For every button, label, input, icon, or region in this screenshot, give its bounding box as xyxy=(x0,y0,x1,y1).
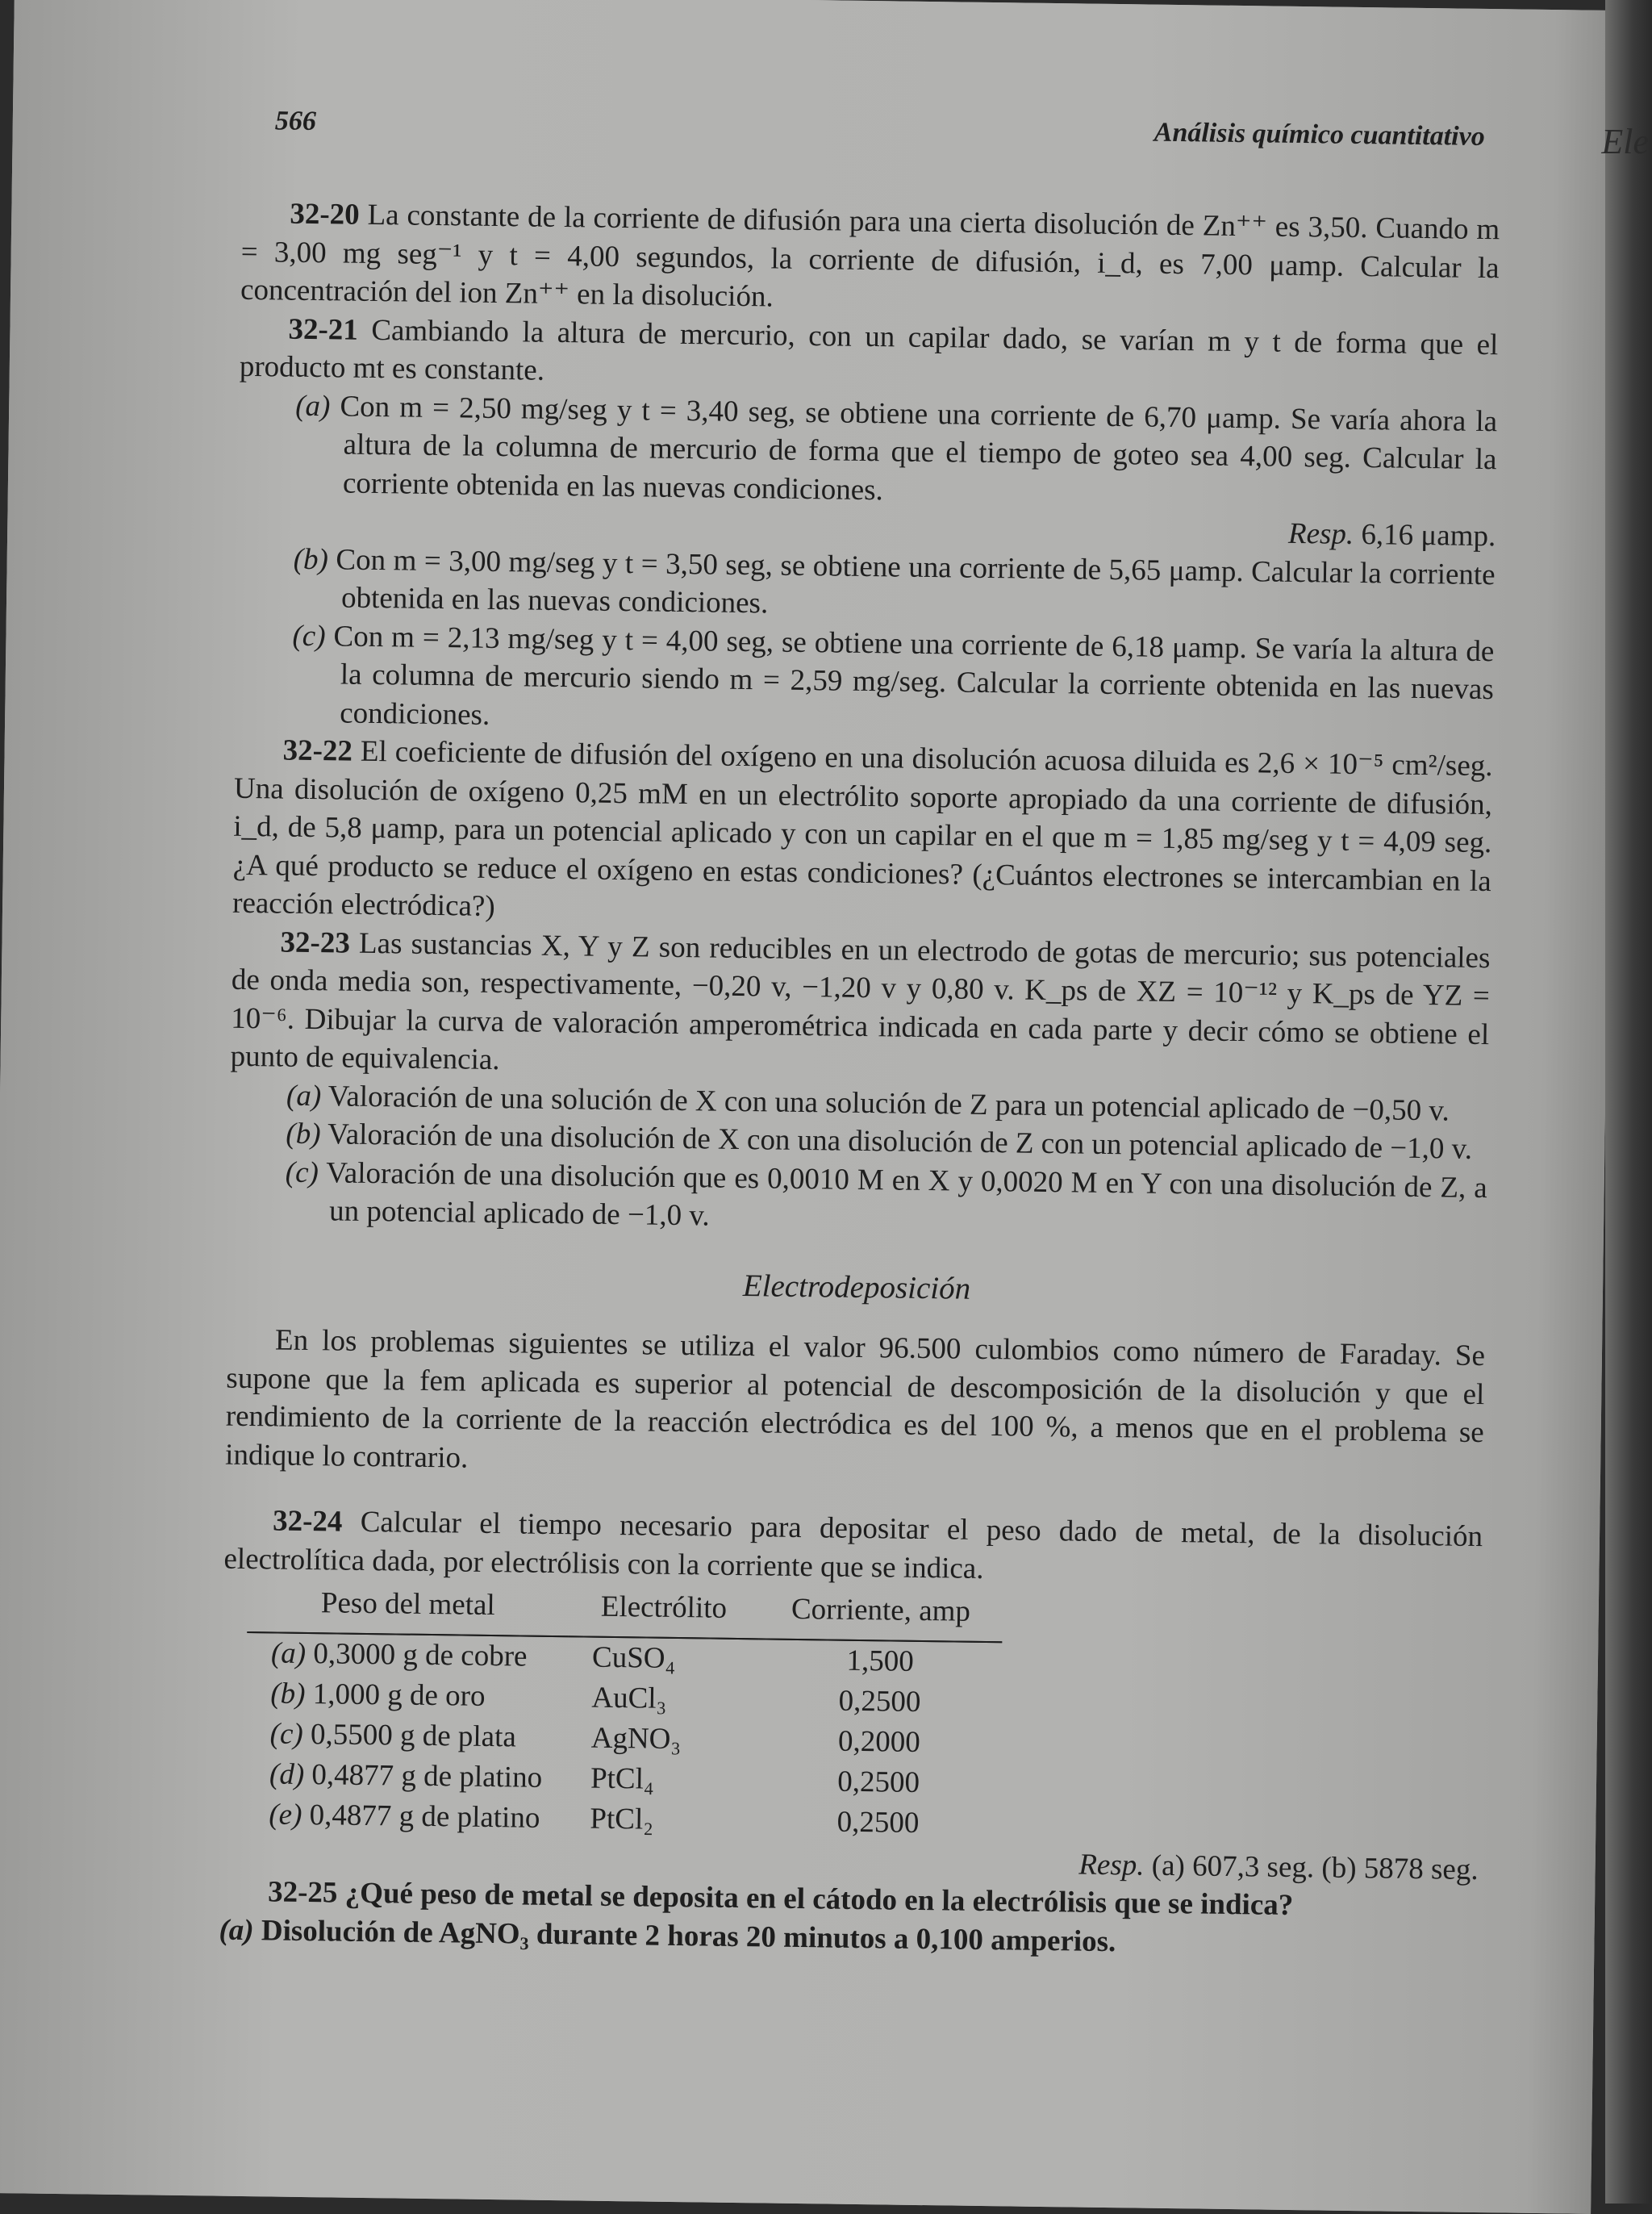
table-row: (b) 1,000 g de oro AuCl₃ 0,2500 xyxy=(270,1676,921,1719)
answer: Resp. (a) 607,3 seg. (b) 5878 seg. xyxy=(1078,1848,1479,1886)
next-page-fragment: Ele xyxy=(1601,122,1649,161)
page-header xyxy=(274,106,1485,152)
problem-32-23 xyxy=(230,922,1490,1092)
column-header: Electrólito xyxy=(568,1587,759,1639)
table-row: (c) 0,5500 g de plata AgNO₃ 0,2000 xyxy=(269,1716,921,1759)
page-number: 566 xyxy=(274,106,317,136)
problem-text: Las sustancias X, Y y Z son reducibles en un electrodo de gotas de mercurio; sus potenciales de onda media son, respectivamente, −0,20 v, −1,20 v y 0,80 v. K_ps de XZ = 10⁻¹² y K_ps de YZ = 10⁻⁶. Dibujar la curva de valoración amperométrica indicada en cada parte y decir cómo se obtiene el punto de equivalencia. xyxy=(230,926,1491,1077)
section-intro: En los problemas siguientes se utiliza el valor 96.500 culombios como número de Faraday. Se supone que la fem aplicada es superior al potencial de descomposición de la disolución y que el rendimiento de la corriente de la reacción electródica es del 100 %, a menos que en el problema se indique lo contrario. xyxy=(224,1323,1486,1475)
problem-item: (b) Valoración de una disolución de X con una disolución de Z con un potencial aplicado de −1,0 v. xyxy=(286,1117,1473,1166)
problem-item: (c) Con m = 2,13 mg/seg y t = 4,00 seg, se obtiene una corriente de 6,18 μamp. Se varía la altura de la columna de mercurio siendo m = 2,59 mg/seg. Calcular la corriente obtenida en las nuevas condiciones. xyxy=(292,619,1495,732)
column-header: Peso del metal xyxy=(247,1583,569,1636)
problem-item: (a) Valoración de una solución de X con una solución de Z para un potencial aplicado de −0,50 v. xyxy=(286,1079,1450,1127)
answer: Resp. 6,16 μamp. xyxy=(1287,516,1496,554)
table-row: (d) 0,4877 g de platino PtCl₄ 0,2500 xyxy=(269,1757,920,1799)
problem-text: Calcular el tiempo necesario para depositar el peso dado de metal, de la disolución electrolítica dada, por electrólisis con la corriente que se indica. xyxy=(223,1505,1483,1585)
table-row: (e) 0,4877 g de platino PtCl₂ 0,2500 xyxy=(269,1797,920,1840)
problem-number: 32-24 xyxy=(272,1504,343,1539)
problem-number: 32-21 xyxy=(288,312,359,347)
problem-number: 32-25 xyxy=(267,1875,338,1910)
metals-table xyxy=(244,1583,1003,1844)
problem-32-24 xyxy=(223,1502,1483,1594)
problem-text: El coeficiente de difusión del oxígeno en una disolución acuosa diluida es 2,6 × 10⁻⁵ cm²/seg. Una disolución de oxígeno 0,25 mM en un electrólito soporte apropiado da una corriente de difusión, i_d, de 5,8 μamp, para un potencial aplicado y con un capilar en el que m = 1,85 mg/seg y t = 4,09 seg. ¿A qué producto se reduce el oxígeno en estas condiciones? (¿Cuántos electrones se intercambian en la reacción electródica?) xyxy=(232,734,1493,923)
column-header: Corriente, amp xyxy=(759,1589,1003,1641)
table-row: (a) 0,3000 g de cobre CuSO₄ 1,500 xyxy=(270,1635,915,1678)
section-title: Electrodeposición xyxy=(742,1268,971,1306)
problem-text: Cambiando la altura de mercurio, con un capilar dado, se varían m y t de forma que el producto mt es constante. xyxy=(239,313,1499,387)
problem-item: (a) Con m = 2,50 mg/seg y t = 3,40 seg, se obtiene una corriente de 6,70 μamp. Se varía ahora la altura de la columna de mercurio de forma que el tiempo de goteo sea 4,00 seg. Calcular la corriente obtenida en las nuevas condiciones. xyxy=(294,389,1498,507)
problem-number: 32-22 xyxy=(282,733,353,768)
problem-32-20 xyxy=(240,194,1500,326)
problem-number: 32-20 xyxy=(290,197,360,232)
problem-number: 32-23 xyxy=(280,925,351,960)
running-title: Análisis químico cuantitativo xyxy=(1153,117,1485,152)
problem-text: La constante de la corriente de difusión para una cierta disolución de Zn⁺⁺ es 3,50. Cuando m = 3,00 mg seg⁻¹ y t = 4,00 segundos, la corriente de difusión, i_d, es 7,00 μamp. Calcular la concentración del ion Zn⁺⁺ en la disolución. xyxy=(240,198,1500,314)
problem-item: (c) Valoración de una disolución que es 0,0010 M en X y 0,0020 M en Y con una disolución de Z, a un potencial aplicado de −1,0 v. xyxy=(285,1155,1487,1233)
problem-item: (b) Con m = 3,00 mg/seg y t = 3,50 seg, se obtiene una corriente de 5,65 μamp. Calcular la corriente obtenida en las nuevas condiciones. xyxy=(293,542,1496,620)
problem-32-22 xyxy=(232,731,1493,939)
page-content xyxy=(219,194,1500,1965)
book-spine xyxy=(1601,0,1652,2204)
problem-item: (a) Disolución de AgNO₃ durante 2 horas 20 minutos a 0,100 amperios. xyxy=(219,1913,1116,1958)
problem-text: ¿Qué peso de metal se deposita en el cátodo en la electrólisis que se indica? xyxy=(344,1876,1294,1923)
